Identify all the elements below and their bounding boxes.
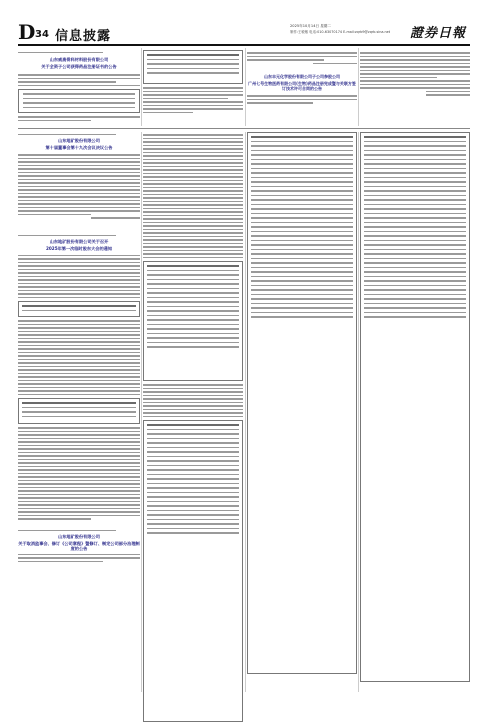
masthead-rule <box>18 44 470 46</box>
announcement-heading: 2025年第一次临时股东大会的通知 <box>45 245 113 251</box>
section-letter: D <box>18 20 35 44</box>
announcement-company: 山东地矿股份有限公司关于召开 <box>49 238 109 244</box>
announcement-heading: 关于取消监事会、修订《公司章程》暨修订、制定公司部分治理制度的公告 <box>18 540 140 551</box>
revision-table <box>143 420 243 722</box>
announcement-company: 山东地矿股份有限公司 <box>58 533 100 539</box>
column-4 <box>360 132 470 682</box>
newspaper-logo: 證券日報 <box>410 26 467 41</box>
top-middle-table-block <box>143 50 243 115</box>
masthead <box>18 22 470 42</box>
revision-table-continued-2 <box>360 132 470 682</box>
section-number: 34 <box>35 29 49 40</box>
column-2 <box>143 132 243 722</box>
band-rule <box>18 128 470 129</box>
announcement-table <box>18 89 140 113</box>
announcement-heading: 广州七号生物医药有限公司(生物)药品注册完成暨与关联方签订技术许可合同的公告 <box>248 81 356 91</box>
announcement-heading: 关于全资子公司获得药品注册证书的公告 <box>41 64 117 69</box>
comparison-table <box>143 261 243 381</box>
column-3 <box>247 132 357 674</box>
column-1 <box>18 132 140 564</box>
announcement-company: 山东地矿股份有限公司 <box>58 138 100 143</box>
date-line: 2025年10月14日 星期二 <box>290 24 331 28</box>
revision-table-continued <box>247 132 357 674</box>
editor-line: 制作:王敏敏 电话:010-63070174 E-mail:zqrb9@zqrb.sina.net <box>290 30 391 34</box>
announcement-heading: 第十届董事会第十九次会议决议公告 <box>45 145 113 150</box>
announcement-company: 山东丰元化学股份有限公司子公司参股公司 <box>264 74 340 79</box>
announcement-company: 山东威高骨科材料股份有限公司 <box>49 57 109 62</box>
announcement-top-center <box>247 50 357 106</box>
section-title: 信息披露 <box>55 29 112 44</box>
top-right-text-block <box>360 50 470 98</box>
announcement-top-left <box>18 50 140 123</box>
